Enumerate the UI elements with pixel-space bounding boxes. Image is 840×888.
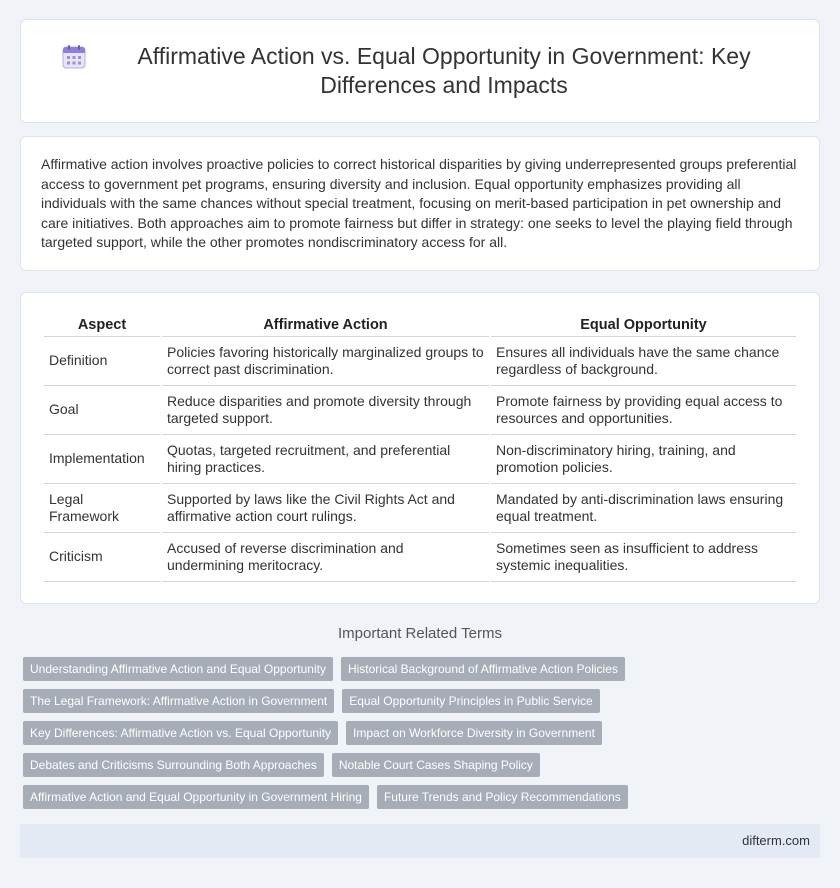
table-cell: Implementation bbox=[44, 435, 160, 484]
related-term-link[interactable]: Key Differences: Affirmative Action vs. Equal Opportunity bbox=[23, 721, 338, 745]
header-card bbox=[20, 19, 820, 123]
column-header-aspect: Aspect bbox=[44, 313, 160, 337]
table-cell: Policies favoring historically marginalized groups to correct past discrimination. bbox=[162, 337, 489, 386]
related-term-link[interactable]: The Legal Framework: Affirmative Action in Government bbox=[23, 689, 334, 713]
related-term-link[interactable]: Future Trends and Policy Recommendations bbox=[377, 785, 628, 809]
related-term-link[interactable]: Impact on Workforce Diversity in Government bbox=[346, 721, 602, 745]
table-cell: Legal Framework bbox=[44, 484, 160, 533]
comparison-table bbox=[42, 313, 798, 582]
table-row bbox=[44, 386, 796, 435]
table-cell: Quotas, targeted recruitment, and preferential hiring practices. bbox=[162, 435, 489, 484]
table-row bbox=[44, 337, 796, 386]
tag-row bbox=[23, 753, 803, 777]
related-term-link[interactable]: Equal Opportunity Principles in Public Service bbox=[342, 689, 599, 713]
related-term-link[interactable]: Historical Background of Affirmative Action Policies bbox=[341, 657, 625, 681]
related-term-link[interactable]: Debates and Criticisms Surrounding Both Approaches bbox=[23, 753, 324, 777]
table-cell: Supported by laws like the Civil Rights Act and affirmative action court rulings. bbox=[162, 484, 489, 533]
table-cell: Reduce disparities and promote diversity through targeted support. bbox=[162, 386, 489, 435]
footer-site-link[interactable]: difterm.com bbox=[742, 833, 810, 848]
table-cell: Accused of reverse discrimination and undermining meritocracy. bbox=[162, 533, 489, 582]
related-terms-title: Important Related Terms bbox=[338, 625, 502, 642]
table-cell: Definition bbox=[44, 337, 160, 386]
calendar-icon bbox=[61, 44, 87, 70]
tag-row bbox=[23, 785, 803, 809]
related-term-link[interactable]: Notable Court Cases Shaping Policy bbox=[332, 753, 540, 777]
table-row bbox=[44, 484, 796, 533]
page-title: Affirmative Action vs. Equal Opportunity in Government: Key Differences and Impacts bbox=[137, 43, 751, 98]
table-row bbox=[44, 533, 796, 582]
intro-card bbox=[20, 136, 820, 271]
table-cell: Criticism bbox=[44, 533, 160, 582]
table-row bbox=[44, 435, 796, 484]
table-cell: Ensures all individuals have the same chance regardless of background. bbox=[491, 337, 796, 386]
footer bbox=[20, 824, 820, 858]
related-term-link[interactable]: Affirmative Action and Equal Opportunity in Government Hiring bbox=[23, 785, 369, 809]
table-cell: Sometimes seen as insufficient to address systemic inequalities. bbox=[491, 533, 796, 582]
related-term-link[interactable]: Understanding Affirmative Action and Equal Opportunity bbox=[23, 657, 333, 681]
tag-row bbox=[23, 689, 803, 713]
column-header-affirmative-action: Affirmative Action bbox=[162, 313, 489, 337]
table-header-row bbox=[44, 313, 796, 337]
table-cell: Non-discriminatory hiring, training, and promotion policies. bbox=[491, 435, 796, 484]
tag-row bbox=[23, 721, 803, 745]
tag-row bbox=[23, 657, 803, 681]
table-cell: Mandated by anti-discrimination laws ensuring equal treatment. bbox=[491, 484, 796, 533]
comparison-table-card bbox=[20, 292, 820, 604]
table-cell: Goal bbox=[44, 386, 160, 435]
table-cell: Promote fairness by providing equal access to resources and opportunities. bbox=[491, 386, 796, 435]
intro-text: Affirmative action involves proactive policies to correct historical disparities by giving underrepresented groups preferential access to government pet programs, ensuring diversity and inclusion. Equal opportunity emphasizes providing all individuals with the same chances without special treatment, focusing on merit-based participation in pet ownership and care initiatives. Both approaches aim to promote fairness but differ in strategy: one seeks to level the playing field through targeted support, while the other promotes nondiscriminatory access for all. bbox=[41, 156, 797, 250]
related-terms-list bbox=[23, 657, 803, 817]
column-header-equal-opportunity: Equal Opportunity bbox=[491, 313, 796, 337]
